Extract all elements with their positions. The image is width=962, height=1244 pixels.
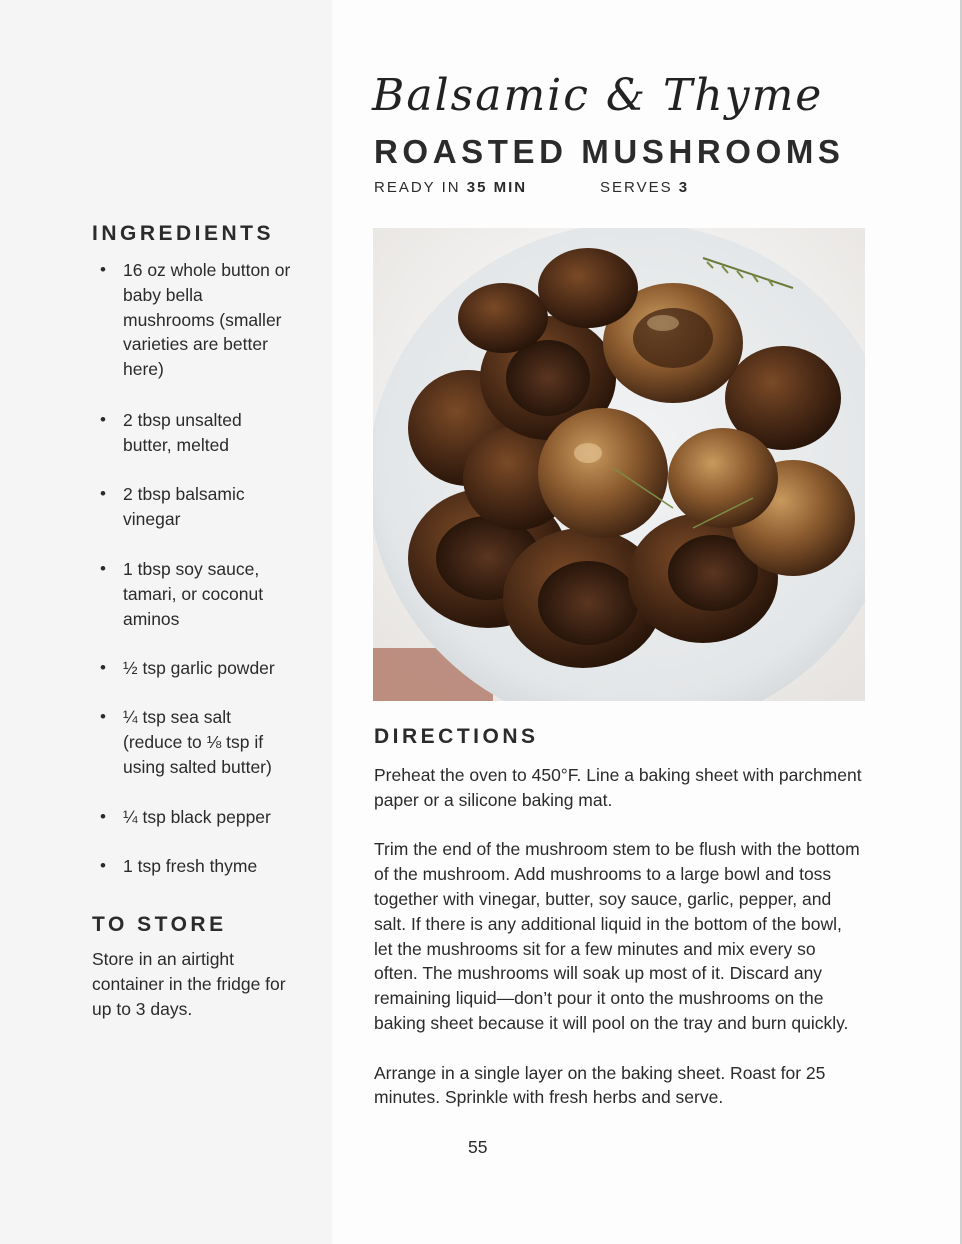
ready-value: 35 MIN bbox=[466, 179, 528, 196]
ingredients-heading: INGREDIENTS bbox=[92, 222, 275, 245]
ingredient-text: ¼ tsp black pepper bbox=[123, 807, 271, 827]
bullet-icon: • bbox=[100, 260, 106, 279]
page-number: 55 bbox=[468, 1137, 488, 1157]
list-item bbox=[92, 408, 292, 458]
bullet-icon: • bbox=[100, 856, 106, 875]
ready-time bbox=[374, 179, 527, 196]
store-heading: TO STORE bbox=[92, 913, 227, 936]
ingredient-text: 2 tbsp balsamic vinegar bbox=[123, 484, 245, 529]
bullet-icon: • bbox=[100, 658, 106, 677]
ingredient-text: 16 oz whole button or baby bella mushrooms (smaller varieties are better here) bbox=[123, 260, 291, 380]
serves-value: 3 bbox=[678, 179, 690, 196]
ingredient-text: ¼ tsp sea salt (reduce to ⅛ tsp if using salted butter) bbox=[123, 707, 272, 777]
list-item bbox=[92, 705, 292, 779]
script-title: Balsamic & Thyme bbox=[372, 70, 824, 121]
mushroom-photo-illustration bbox=[373, 228, 865, 701]
bullet-icon: • bbox=[100, 484, 106, 503]
ingredient-text: 2 tbsp unsalted butter, melted bbox=[123, 410, 242, 455]
list-item bbox=[92, 482, 292, 532]
directions-heading: DIRECTIONS bbox=[374, 725, 539, 748]
mushroom-photo bbox=[373, 228, 865, 701]
list-item bbox=[92, 854, 292, 879]
bullet-icon: • bbox=[100, 559, 106, 578]
page-title: ROASTED MUSHROOMS bbox=[374, 133, 845, 170]
list-item bbox=[92, 258, 292, 382]
serves bbox=[600, 179, 689, 196]
store-text: Store in an airtight container in the fridge for up to 3 days. bbox=[92, 949, 286, 1019]
bullet-icon: • bbox=[100, 707, 106, 726]
ingredient-text: 1 tbsp soy sauce, tamari, or coconut aminos bbox=[123, 559, 264, 629]
bullet-icon: • bbox=[100, 410, 106, 429]
bullet-icon: • bbox=[100, 807, 106, 826]
list-item bbox=[92, 656, 292, 681]
direction-step: Preheat the oven to 450°F. Line a baking sheet with parchment paper or a silicone baking mat. bbox=[374, 765, 862, 810]
list-item bbox=[92, 557, 292, 631]
ingredient-text: 1 tsp fresh thyme bbox=[123, 856, 258, 876]
direction-step: Arrange in a single layer on the baking sheet. Roast for 25 minutes. Sprinkle with fresh herbs and serve. bbox=[374, 1062, 826, 1108]
ingredient-text: ½ tsp garlic powder bbox=[123, 658, 275, 678]
serves-label: SERVES bbox=[600, 179, 673, 196]
list-item bbox=[92, 805, 292, 830]
directions-body bbox=[374, 763, 864, 1135]
direction-step: Trim the end of the mushroom stem to be flush with the bottom of the mushroom. Add mushrooms to a large bowl and toss together with vinegar, butter, soy sauce, garlic, pepper, and salt. If there is any additional liquid in the bottom of the bowl, let the mushrooms sit for a few minutes and mix every so often. The mushrooms will soak up most of it. Discard any remaining liquid—don’t pour it onto the mushrooms on the baking sheet because it will pool on the tray and burn quickly. bbox=[374, 839, 860, 1033]
ready-label: READY IN bbox=[374, 179, 461, 196]
